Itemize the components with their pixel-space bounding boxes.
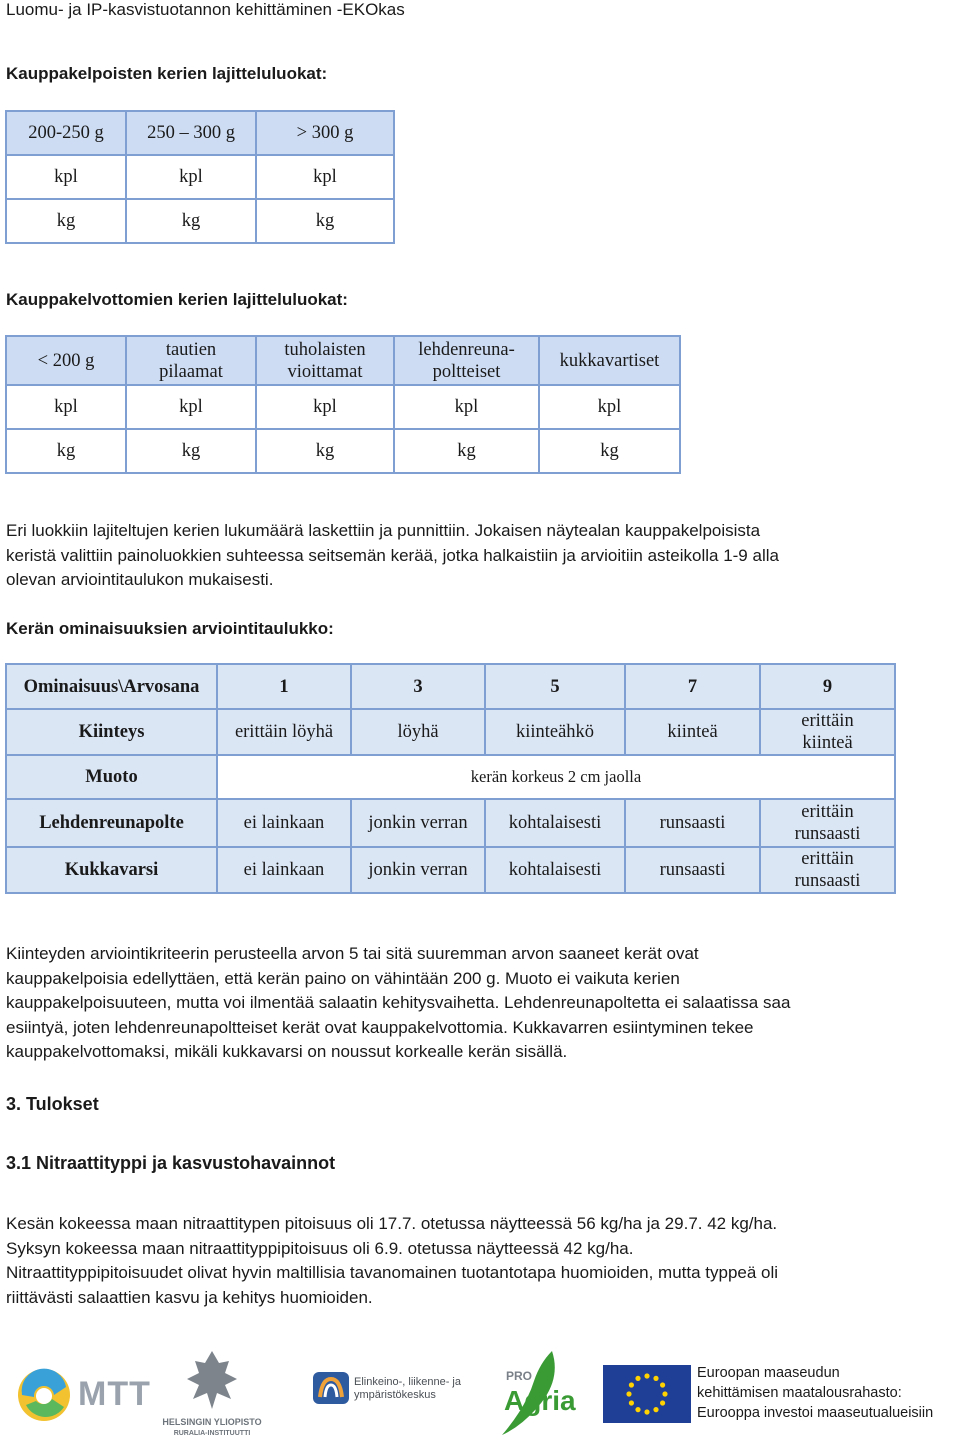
marketable-classes-table [5,110,395,244]
table-cell: jonkin verran [351,799,485,847]
table-header-cell: 200-250 g [6,111,126,155]
header-text: tautien [165,339,217,360]
table-header-cell: Ominaisuus\Arvosana [6,664,217,709]
proagria-pro-text: PRO [506,1369,533,1383]
text-line: olevan arviointitaulukon mukaisesti. [6,570,274,589]
table-cell: jonkin verran [351,847,485,893]
table-cell: kpl [256,155,394,199]
cell-text: runsaasti [794,871,861,891]
table-cell: kg [6,199,126,243]
table-header-cell: > 300 g [256,111,394,155]
table-cell [760,709,895,755]
ruralia-text: RURALIA-INSTITUUTTI [173,1430,251,1437]
cell-text: kiinteä [802,733,853,753]
table-cell: runsaasti [625,847,760,893]
table-cell: ei lainkaan [217,799,351,847]
header-text: tuholaisten [284,339,366,360]
section-heading-evaluation: Kerän ominaisuuksien arviointitaulukko: [6,619,334,638]
header-text: lehdenreuna- [418,339,515,360]
table-header-cell [6,336,126,385]
table-header-cell: 250 – 300 g [126,111,256,155]
logo-bar [0,1345,960,1443]
hy-text: HELSINGIN YLIOPISTO [162,1417,262,1427]
ely-text-line2: ympäristökeskus [354,1389,436,1401]
section-heading-marketable: Kauppakelpoisten kerien lajitteluluokat: [6,64,328,83]
cell-text: runsaasti [794,824,861,844]
text-line: esiintyä, joten lehdenreunapoltteiset kerät ovat kauppakelvottomia. Kukkavarren esiintyminen tekee [6,1017,754,1037]
paragraph-nitrate [6,1212,906,1310]
text-line: Eri luokkiin lajiteltujen kerien lukumäärä laskettiin ja punnittiin. Jokaisen näytealan kauppakelpoisista [6,521,761,540]
header-text: poltteiset [432,361,501,382]
table-cell: kpl [126,155,256,199]
table-header-cell: 9 [760,664,895,709]
row-label-kukkavarsi: Kukkavarsi [6,847,217,893]
table-cell: kohtalaisesti [485,799,625,847]
text-line: Kesän kokeessa maan nitraattitypen pitoisuus oli 17.7. otetussa näytteessä 56 kg/ha ja 29.7. 42 kg/ha. [6,1214,778,1233]
table-cell: kpl [126,385,256,429]
table-cell: kg [256,199,394,243]
crest-icon [177,1349,247,1413]
text-line: keristä valittiin painoluokkien suhteessa seitsemän kerää, jotka halkaistiin ja arvioitiin asteikolla 1-9 alla [6,545,779,565]
table-header-cell: 7 [625,664,760,709]
paragraph-sorting [6,519,906,593]
mtt-text: MTT [78,1375,151,1413]
section-heading-unmarketable: Kauppakelvottomien kerien lajitteluluokat: [6,290,348,309]
header-text: vioittamat [287,361,363,382]
header-text: kukkavartiset [559,350,660,371]
table-cell: runsaasti [625,799,760,847]
paragraph-criteria [6,942,906,1065]
unmarketable-classes-table [5,335,681,474]
mtt-logo [14,1365,154,1425]
table-cell: kohtalaisesti [485,847,625,893]
results-heading: 3. Tulokset [6,1094,99,1114]
evaluation-table [5,663,896,894]
eu-flag-icon [603,1365,691,1423]
header-text: pilaamat [159,361,223,382]
table-cell: kg [539,429,680,473]
proagria-logo [490,1347,576,1441]
table-cell: ei lainkaan [217,847,351,893]
text-line: Nitraattityppipitoisuudet olivat hyvin maltillisia tavanomainen tuotantotapa huomioiden, mutta typpeä oli [6,1263,779,1282]
table-cell: kg [394,429,539,473]
text-line: Syksyn kokeessa maan nitraattityppipitoisuus oli 6.9. otetussa näytteessä 42 kg/ha. [6,1238,634,1258]
ely-emblem-icon [312,1371,350,1405]
cell-text: erittäin [801,849,854,869]
table-cell: kpl [539,385,680,429]
table-cell: kiinteä [625,709,760,755]
table-cell: kpl [6,385,126,429]
table-cell [760,799,895,847]
table-cell: kiinteähkö [485,709,625,755]
table-header-cell [394,336,539,385]
ely-text-line1: Elinkeino-, liikenne- ja [354,1376,461,1388]
table-cell: kg [126,429,256,473]
ely-logo [312,1371,472,1411]
table-cell: kpl [6,155,126,199]
table-cell: kg [6,429,126,473]
table-cell: kpl [394,385,539,429]
proagria-name-text: Agria [504,1385,576,1416]
header-text: < 200 g [37,350,95,371]
table-cell: kg [126,199,256,243]
table-cell-note: kerän korkeus 2 cm jaolla [217,755,895,799]
results-subheading: 3.1 Nitraattityppi ja kasvustohavainnot [6,1153,336,1173]
eu-text-line2: kehittämisen maatalousrahasto: [697,1385,902,1401]
cell-text: erittäin [801,711,854,731]
mtt-emblem-icon [14,1365,74,1425]
table-header-cell [256,336,394,385]
document-header: Luomu- ja IP-kasvistuotannon kehittäminen -EKOkas [6,0,405,19]
helsinki-university-logo [162,1349,262,1443]
eu-logo [603,1365,960,1427]
row-label-lehdenreunapolte: Lehdenreunapolte [6,799,217,847]
row-label-kiinteys: Kiinteys [6,709,217,755]
text-line: kauppakelpoisia edellyttäen, että kerän paino on vähintään 200 g. Muoto ei vaikuta kerien [6,968,680,988]
cell-text: erittäin [801,802,854,822]
text-line: kauppakelvottomaksi, mikäli kukkavarsi on noussut korkealle kerän sisällä. [6,1042,568,1061]
table-header-cell: 3 [351,664,485,709]
table-header-cell [539,336,680,385]
table-cell: löyhä [351,709,485,755]
text-line: riittävästi salaattien kasvu ja kehitys huomioiden. [6,1287,373,1307]
table-cell: erittäin löyhä [217,709,351,755]
table-cell: kg [256,429,394,473]
row-label-muoto: Muoto [6,755,217,799]
table-cell [760,847,895,893]
table-header-cell: 1 [217,664,351,709]
table-cell: kpl [256,385,394,429]
table-header-cell: 5 [485,664,625,709]
table-header-cell [126,336,256,385]
eu-text-line1: Euroopan maaseudun [697,1365,840,1381]
eu-text-line3: Eurooppa investoi maaseutualueisiin [697,1405,934,1421]
text-line: Kiinteyden arviointikriteerin perusteella arvon 5 tai sitä suuremman arvon saaneet kerät ovat [6,944,699,963]
text-line: kauppakelpoisuuteen, mutta voi ilmentää salaatin kehitysvaihetta. Lehdenreunapoltetta ei salaatissa saa [6,993,791,1012]
